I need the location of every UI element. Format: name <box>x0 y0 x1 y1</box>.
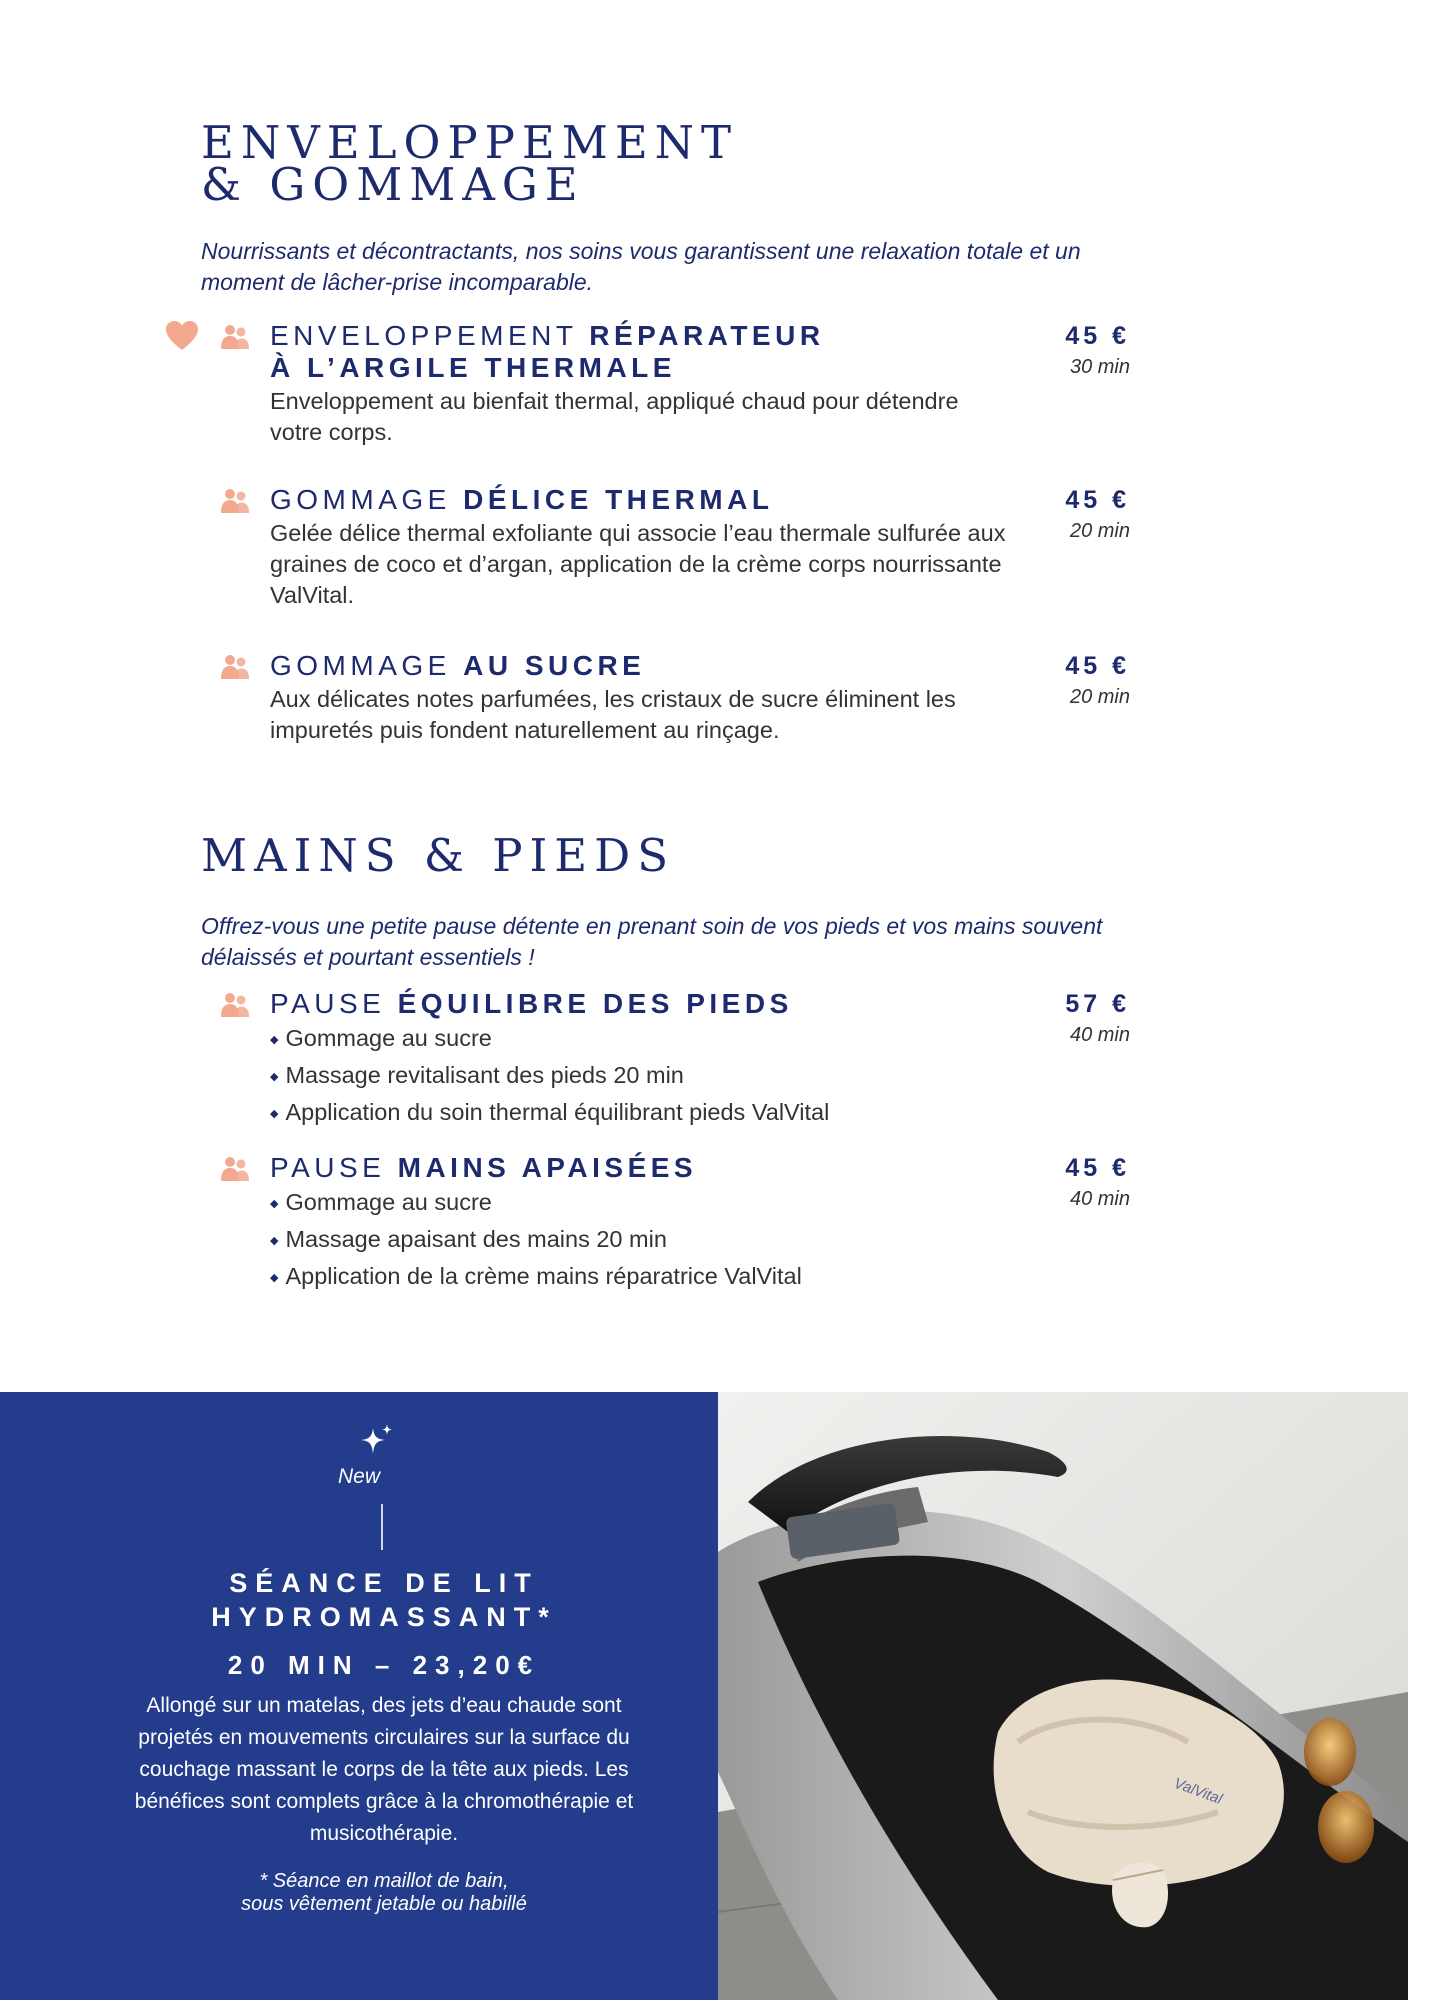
service-name-bold: RÉPARATEUR <box>589 320 825 351</box>
promo-title-line1: SÉANCE DE LIT <box>229 1568 539 1598</box>
service-name <box>270 484 1130 516</box>
price-duration: 30 min <box>1069 356 1130 378</box>
service-name-bold: DÉLICE THERMAL <box>463 484 774 515</box>
service-item[interactable] <box>270 988 1130 1133</box>
promo-description: Allongé sur un matelas, des jets d’eau chaude sont projetés en mouvements circulaires sur la surface du couchage massant le corps de la tête aux pieds. Les bénéfices sont complets grâce à la chromothérapie et musicothérapie. <box>134 1694 634 1845</box>
photo-illustration <box>718 1392 1408 2000</box>
price-duration: 40 min <box>1069 1024 1130 1046</box>
service-item[interactable] <box>270 650 1130 746</box>
service-name-plain: ENVELOPPEMENT <box>270 320 590 351</box>
service-item[interactable] <box>270 1152 1130 1297</box>
service-price <box>1065 484 1130 546</box>
service-name-plain: GOMMAGE <box>270 484 464 515</box>
service-price <box>1065 988 1130 1050</box>
section-enveloppement-gommage <box>201 116 1131 298</box>
price-duration: 40 min <box>1069 1188 1130 1210</box>
heart-icon <box>165 320 199 352</box>
divider-line <box>381 1504 383 1550</box>
bullet-item: ◆ Application de la crème mains réparatrice ValVital <box>270 1260 1130 1297</box>
service-name <box>270 650 1130 682</box>
price-amount: 57 € <box>1065 990 1130 1018</box>
service-price <box>1065 650 1130 712</box>
price-amount: 45 € <box>1065 486 1130 514</box>
bullet-item: ◆ Massage revitalisant des pieds 20 min <box>270 1059 1130 1096</box>
bullet-item: ◆ Gommage au sucre <box>270 1186 1130 1223</box>
service-item[interactable] <box>270 320 1130 448</box>
service-name <box>270 320 1130 384</box>
section-title <box>201 116 1131 211</box>
bullet-item: ◆ Application du soin thermal équilibrant pieds ValVital <box>270 1096 1130 1133</box>
service-description: Aux délicates notes parfumées, les cristaux de sucre éliminent les impuretés puis fondent naturellement au rinçage. <box>270 686 956 743</box>
bullet-item: ◆ Massage apaisant des mains 20 min <box>270 1223 1130 1260</box>
promo-panel <box>0 1392 718 2000</box>
section-intro: Offrez-vous une petite pause détente en prenant soin de vos pieds et vos mains souvent délaissés et pourtant essentiels ! <box>201 913 1103 970</box>
price-duration: 20 min <box>1069 686 1130 708</box>
service-name-plain: PAUSE <box>270 988 398 1019</box>
promo-note <box>120 1870 648 1916</box>
service-price <box>1065 1152 1130 1214</box>
price-amount: 45 € <box>1065 652 1130 680</box>
service-name-line2: À L’ARGILE THERMALE <box>270 352 676 383</box>
promo-note-line1: * Séance en maillot de bain, <box>259 1870 509 1892</box>
price-duration: 20 min <box>1069 520 1130 542</box>
photo-logo-text: ValVital <box>1171 1774 1225 1808</box>
people-icon <box>220 1156 250 1182</box>
hydromassage-bed-photo <box>718 1392 1408 2000</box>
section-title-line2: & GOMMAGE <box>201 158 585 211</box>
promo-note-line2: sous vêtement jetable ou habillé <box>241 1893 527 1915</box>
section-title: MAINS & PIEDS <box>201 829 676 882</box>
sparkle-icon <box>358 1422 396 1460</box>
service-description: Gelée délice thermal exfoliante qui associe l’eau thermale sulfurée aux graines de coco et d’argan, application de la crème corps nourrissante ValVital. <box>270 520 1006 608</box>
bullet-item: ◆ Gommage au sucre <box>270 1022 1130 1059</box>
price-amount: 45 € <box>1065 1154 1130 1182</box>
service-name-plain: GOMMAGE <box>270 650 464 681</box>
section-title-line1: ENVELOPPEMENT <box>201 116 739 169</box>
service-name-plain: PAUSE <box>270 1152 398 1183</box>
service-name <box>270 988 1130 1020</box>
people-icon <box>220 992 250 1018</box>
service-item[interactable] <box>270 484 1130 611</box>
service-name-bold: ÉQUILIBRE DES PIEDS <box>397 988 793 1019</box>
people-icon <box>220 324 250 350</box>
service-bullets <box>270 1186 1130 1297</box>
promo-title-line2: HYDROMASSANT* <box>211 1602 557 1632</box>
service-price <box>1065 320 1130 382</box>
new-badge: New <box>337 1465 380 1488</box>
people-icon <box>220 654 250 680</box>
section-intro: Nourrissants et décontractants, nos soins vous garantissent une relaxation totale et un moment de lâcher-prise incomparable. <box>201 238 1081 295</box>
people-icon <box>220 488 250 514</box>
price-amount: 45 € <box>1065 322 1130 350</box>
service-name-bold: MAINS APAISÉES <box>397 1152 698 1183</box>
service-name-bold: AU SUCRE <box>463 650 646 681</box>
promo-price: 20 MIN – 23,20€ <box>227 1650 541 1680</box>
promo-title <box>0 1566 768 1634</box>
section-mains-pieds <box>201 829 1131 973</box>
service-description: Enveloppement au bienfait thermal, appliqué chaud pour détendre votre corps. <box>270 388 959 445</box>
service-bullets <box>270 1022 1130 1133</box>
service-name <box>270 1152 1130 1184</box>
